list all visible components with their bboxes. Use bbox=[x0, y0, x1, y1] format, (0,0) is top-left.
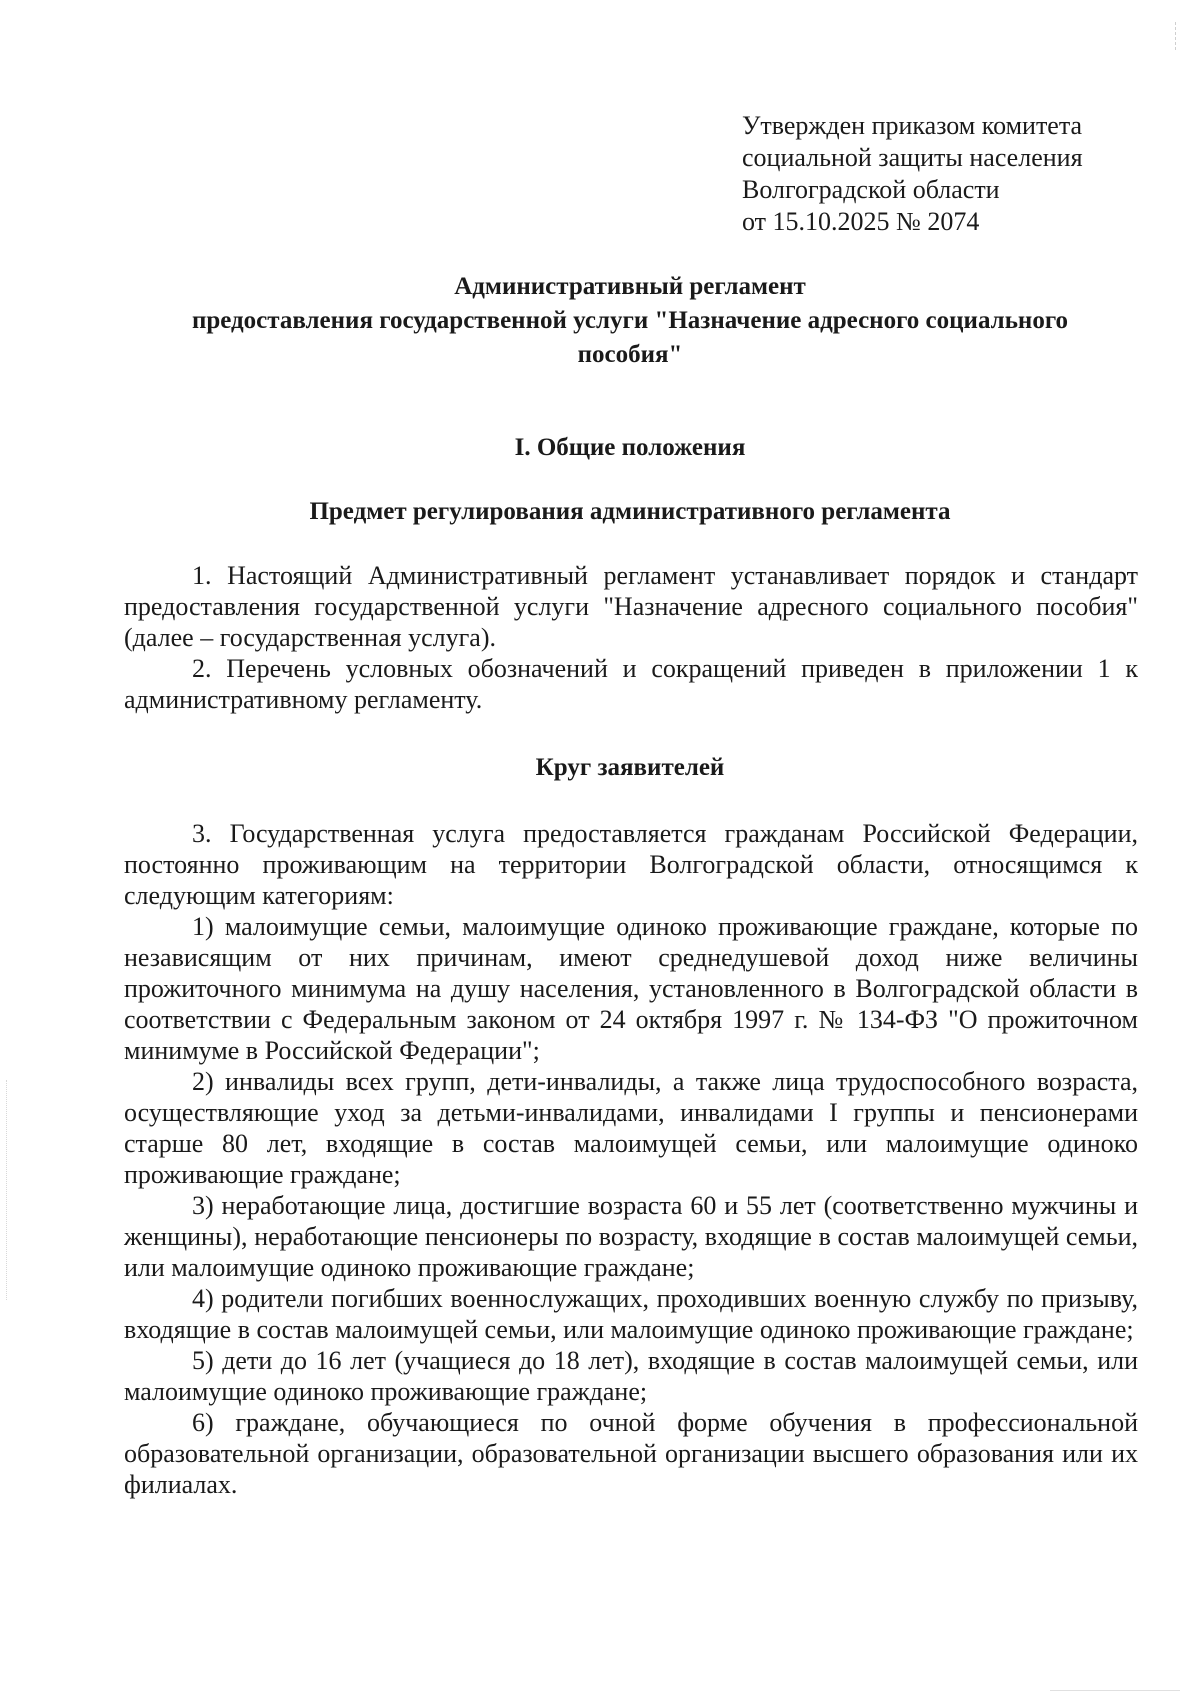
document-title bbox=[120, 270, 1140, 372]
subject-heading: Предмет регулирования административного регламента bbox=[309, 498, 951, 525]
list-item: 4) родители погибших военнослужащих, проходивших военную службу по призыву, входящие в состав малоимущей семьи, или малоимущие одиноко проживающие граждане; bbox=[124, 1284, 1138, 1344]
paragraph: 1. Настоящий Административный регламент устанавливает порядок и стандарт предоставления государственной услуги "Назначение адресного социального пособия" (далее – государственная услуга). bbox=[124, 561, 1138, 652]
scan-artifact-left-edge bbox=[6, 1080, 9, 1300]
title-line: пособия" bbox=[577, 341, 683, 368]
list-item: 6) граждане, обучающиеся по очной форме обучения в профессиональной образовательной организации, образовательной организации высшего образования или их филиалах. bbox=[124, 1408, 1138, 1499]
title-line: Административный регламент bbox=[454, 273, 806, 300]
list-item: 2) инвалиды всех групп, дети-инвалиды, а также лица трудоспособного возраста, осуществляющие уход за детьми-инвалидами, инвалидами I группы и пенсионерами старше 80 лет, входящие в состав малоимущей семьи, или малоимущие одиноко проживающие граждане; bbox=[124, 1067, 1138, 1189]
applicants-heading: Круг заявителей bbox=[535, 754, 725, 781]
approval-line: социальной защиты населения bbox=[742, 143, 1083, 172]
approval-order-number: от 15.10.2025 № 2074 bbox=[742, 207, 980, 236]
approval-line: Волгоградской области bbox=[742, 175, 1000, 204]
approval-line: Утвержден приказом комитета bbox=[742, 111, 1083, 140]
approval-stamp-block bbox=[742, 110, 1083, 238]
list-item: 1) малоимущие семьи, малоимущие одиноко проживающие граждане, которые по независящим от них причинам, имеют среднедушевой доход ниже величины прожиточного минимума на душу населения, установленного в Волгоградской области в соответствии с Федеральным законом от 24 октября 1997 г. № 134-ФЗ "О прожиточном минимуме в Российской Федерации"; bbox=[124, 912, 1138, 1065]
scan-artifact-top bbox=[1175, 22, 1179, 50]
paragraph: 3. Государственная услуга предоставляется гражданам Российской Федерации, постоянно проживающим на территории Волгоградской области, относящимся к следующим категориям: bbox=[124, 819, 1138, 910]
list-item: 5) дети до 16 лет (учащиеся до 18 лет), входящие в состав малоимущей семьи, или малоимущие одиноко проживающие граждане; bbox=[124, 1346, 1138, 1406]
paragraph: 2. Перечень условных обозначений и сокращений приведен в приложении 1 к административному регламенту. bbox=[124, 654, 1138, 714]
scan-artifact-bottom bbox=[1050, 1690, 1180, 1693]
title-line: предоставления государственной услуги "Назначение адресного социального bbox=[191, 307, 1069, 334]
subject-text-block bbox=[124, 560, 1138, 715]
list-item: 3) неработающие лица, достигшие возраста 60 и 55 лет (соответственно мужчины и женщины), неработающие пенсионеры по возрасту, входящие в состав малоимущей семьи, или малоимущие одиноко проживающие граждане; bbox=[124, 1191, 1138, 1282]
section-heading: I. Общие положения bbox=[514, 434, 746, 461]
applicants-text-block bbox=[124, 818, 1138, 1500]
